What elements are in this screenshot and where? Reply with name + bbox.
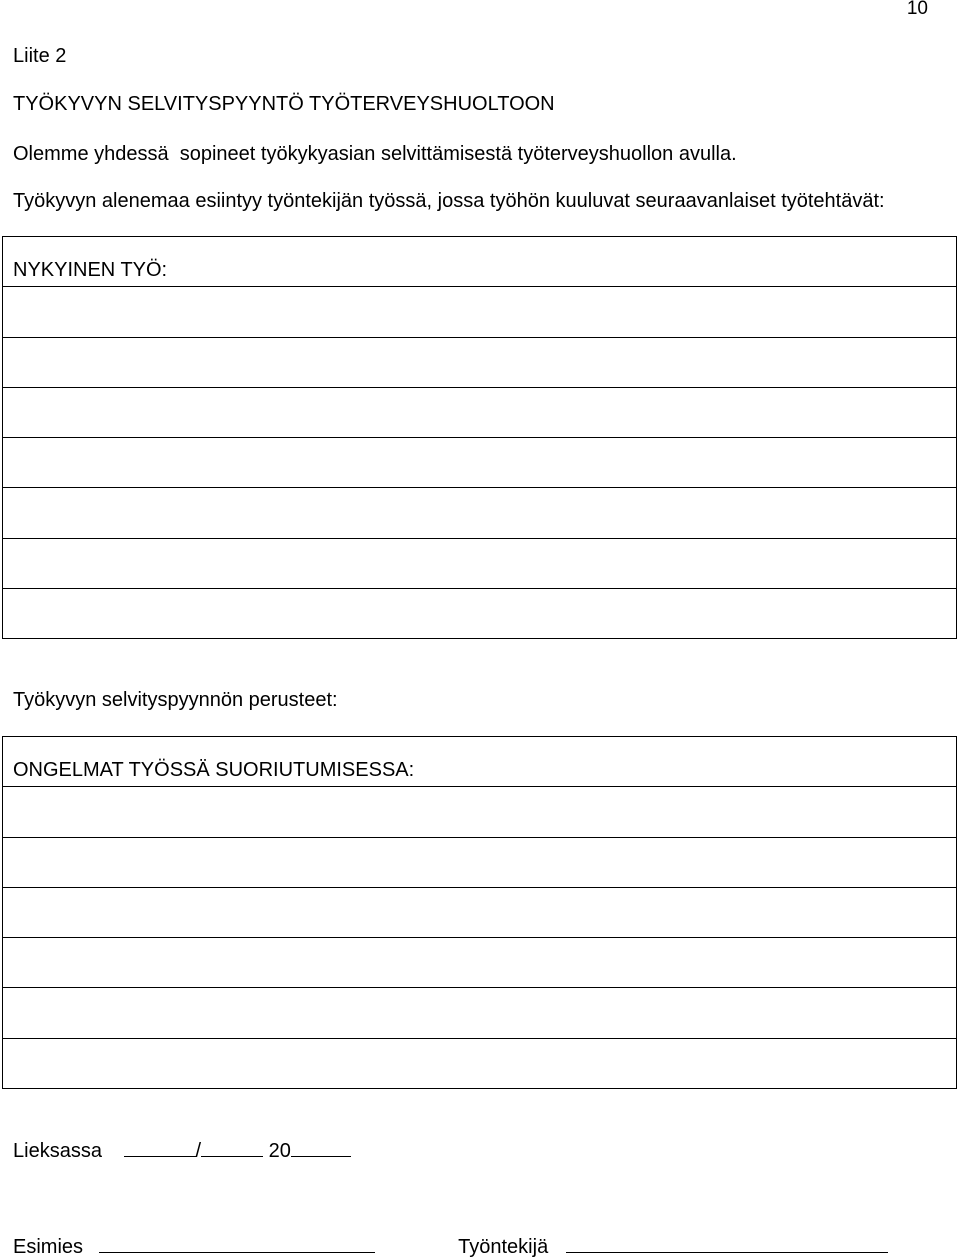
problems-row-6[interactable] [3, 1039, 956, 1089]
intro-text: Olemme yhdessä sopineet työkykyasian selvittämisestä työterveyshuollon avulla. [13, 143, 737, 165]
year-field[interactable] [291, 1138, 351, 1157]
month-field[interactable] [201, 1138, 263, 1157]
current-work-row-2[interactable] [3, 338, 956, 388]
current-work-row-3[interactable] [3, 388, 956, 438]
page-number: 10 [906, 0, 928, 19]
current-work-header-row [3, 237, 956, 287]
place-date-line [13, 1138, 351, 1163]
current-work-row-5[interactable] [3, 488, 956, 538]
problems-heading: ONGELMAT TYÖSSÄ SUORIUTUMISESSA: [13, 759, 415, 781]
problems-header-row [3, 737, 956, 787]
problems-row-3[interactable] [3, 888, 956, 938]
problems-row-1[interactable] [3, 787, 956, 837]
problems-row-5[interactable] [3, 988, 956, 1038]
employee-label: Työntekijä [458, 1236, 549, 1258]
day-field[interactable] [124, 1138, 196, 1157]
basis-heading: Työkyvyn selvityspyynnön perusteet: [13, 689, 338, 711]
current-work-row-4[interactable] [3, 438, 956, 488]
supervisor-signature-field[interactable] [99, 1234, 375, 1253]
appendix-label: Liite 2 [13, 45, 67, 67]
problems-table [2, 736, 957, 1089]
current-work-row-6[interactable] [3, 539, 956, 589]
problems-row-2[interactable] [3, 838, 956, 888]
current-work-table [2, 236, 957, 639]
problems-row-4[interactable] [3, 938, 956, 988]
current-work-heading: NYKYINEN TYÖ: [13, 259, 168, 281]
date-separator: / [195, 1140, 202, 1162]
statement-text: Työkyvyn alenemaa esiintyy työntekijän työssä, jossa työhön kuuluvat seuraavanlaiset työtehtävät: [13, 190, 885, 212]
current-work-row-1[interactable] [3, 287, 956, 337]
employee-signature-field[interactable] [566, 1234, 888, 1253]
current-work-row-7[interactable] [3, 589, 956, 639]
place-label: Lieksassa [13, 1140, 102, 1162]
signature-line [13, 1234, 888, 1259]
supervisor-label: Esimies [13, 1236, 84, 1258]
form-title: TYÖKYVYN SELVITYSPYYNTÖ TYÖTERVEYSHUOLTOON [13, 93, 555, 115]
year-prefix: 20 [268, 1140, 291, 1162]
